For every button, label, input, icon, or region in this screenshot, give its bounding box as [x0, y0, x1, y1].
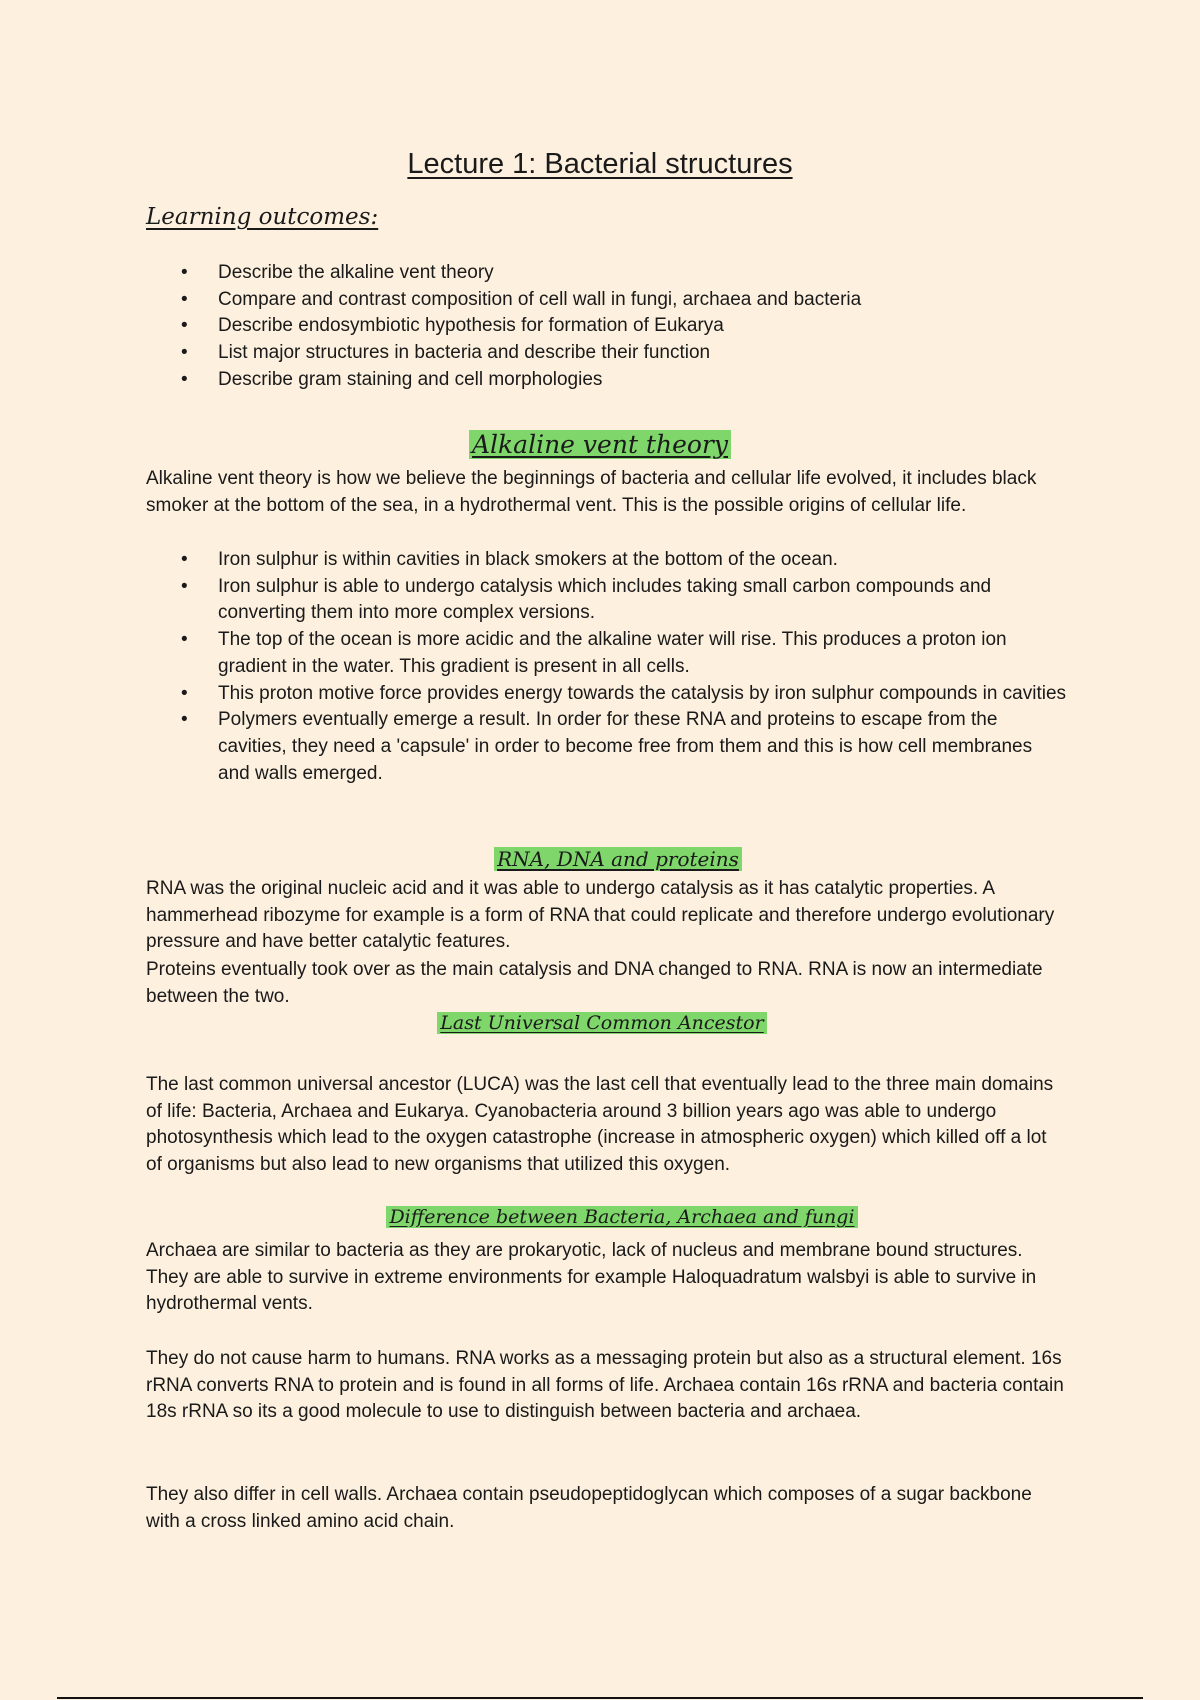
section-heading-text: Alkaline vent theory	[469, 430, 731, 459]
page-bottom-rule	[57, 1697, 1143, 1699]
rna-paragraph-1: RNA was the original nucleic acid and it was able to undergo catalysis as it has catalytic properties. A hammerhead ribozyme for example is a form of RNA that could replicate and therefore undergo evolutionary pressure and have better catalytic features.	[146, 878, 1055, 953]
learning-outcomes-heading: Learning outcomes:	[146, 204, 379, 230]
section-heading-text: Last Universal Common Ancestor	[437, 1012, 766, 1034]
luca-paragraph: The last common universal ancestor (LUCA) was the last cell that eventually lead to the three main domains of life: Bacteria, Archaea and Eukarya. Cyanobacteria around 3 billion years ago was able to undergo photosynthesis which lead to the oxygen catastrophe (increase in atmospheric oxygen) which killed off a lot of organisms but also lead to new organisms that utilized this oxygen.	[146, 1074, 1054, 1176]
learning-outcomes-list	[146, 260, 1066, 394]
rna-dna-proteins-heading	[18, 847, 1200, 872]
list-item: • This proton motive force provides energy towards the catalysis by iron sulphur compounds in cavities	[146, 681, 1066, 708]
section-heading-text: Difference between Bacteria, Archaea and fungi	[386, 1206, 857, 1228]
section-heading-text: RNA, DNA and proteins	[494, 847, 742, 871]
alkaline-bullet-list	[146, 547, 1066, 787]
list-item: • Describe the alkaline vent theory	[146, 260, 1066, 287]
list-item: • Iron sulphur is within cavities in black smokers at the bottom of the ocean.	[146, 547, 1066, 574]
luca-heading	[2, 1012, 1200, 1035]
alkaline-vent-heading	[0, 430, 1200, 460]
list-item: • List major structures in bacteria and describe their function	[146, 340, 1066, 367]
list-item: • Describe endosymbiotic hypothesis for formation of Eukarya	[146, 313, 1066, 340]
alkaline-intro-paragraph: Alkaline vent theory is how we believe the beginnings of bacteria and cellular life evolved, it includes black smoker at the bottom of the sea, in a hydrothermal vent. This is the possible origins of cellular life.	[146, 468, 1037, 516]
page-title: Lecture 1: Bacterial structures	[407, 148, 793, 180]
list-item: • Compare and contrast composition of cell wall in fungi, archaea and bacteria	[146, 287, 1066, 314]
list-item: • Polymers eventually emerge a result. In order for these RNA and proteins to escape from the cavities, they need a 'capsule' in order to become free from them and this is how cell membranes and walls emerged.	[146, 707, 1066, 787]
difference-paragraph-1: Archaea are similar to bacteria as they are prokaryotic, lack of nucleus and membrane bound structures. They are able to survive in extreme environments for example Haloquadratum walsbyi is able to survive in hydrothermal vents.	[146, 1240, 1037, 1315]
rna-paragraph-2: Proteins eventually took over as the main catalysis and DNA changed to RNA. RNA is now an intermediate between the two.	[146, 959, 1043, 1007]
list-item: • The top of the ocean is more acidic and the alkaline water will rise. This produces a proton ion gradient in the water. This gradient is present in all cells.	[146, 627, 1066, 680]
difference-paragraph-3: They also differ in cell walls. Archaea contain pseudopeptidoglycan which composes of a sugar backbone with a cross linked amino acid chain.	[146, 1484, 1032, 1532]
difference-paragraph-2: They do not cause harm to humans. RNA works as a messaging protein but also as a structural element. 16s rRNA converts RNA to protein and is found in all forms of life. Archaea contain 16s rRNA and bacteria contain 18s rRNA so its a good molecule to use to distinguish between bacteria and archaea.	[146, 1348, 1064, 1423]
list-item: • Describe gram staining and cell morphologies	[146, 367, 1066, 394]
list-item: • Iron sulphur is able to undergo catalysis which includes taking small carbon compounds and converting them into more complex versions.	[146, 574, 1066, 627]
difference-heading	[22, 1206, 1200, 1229]
